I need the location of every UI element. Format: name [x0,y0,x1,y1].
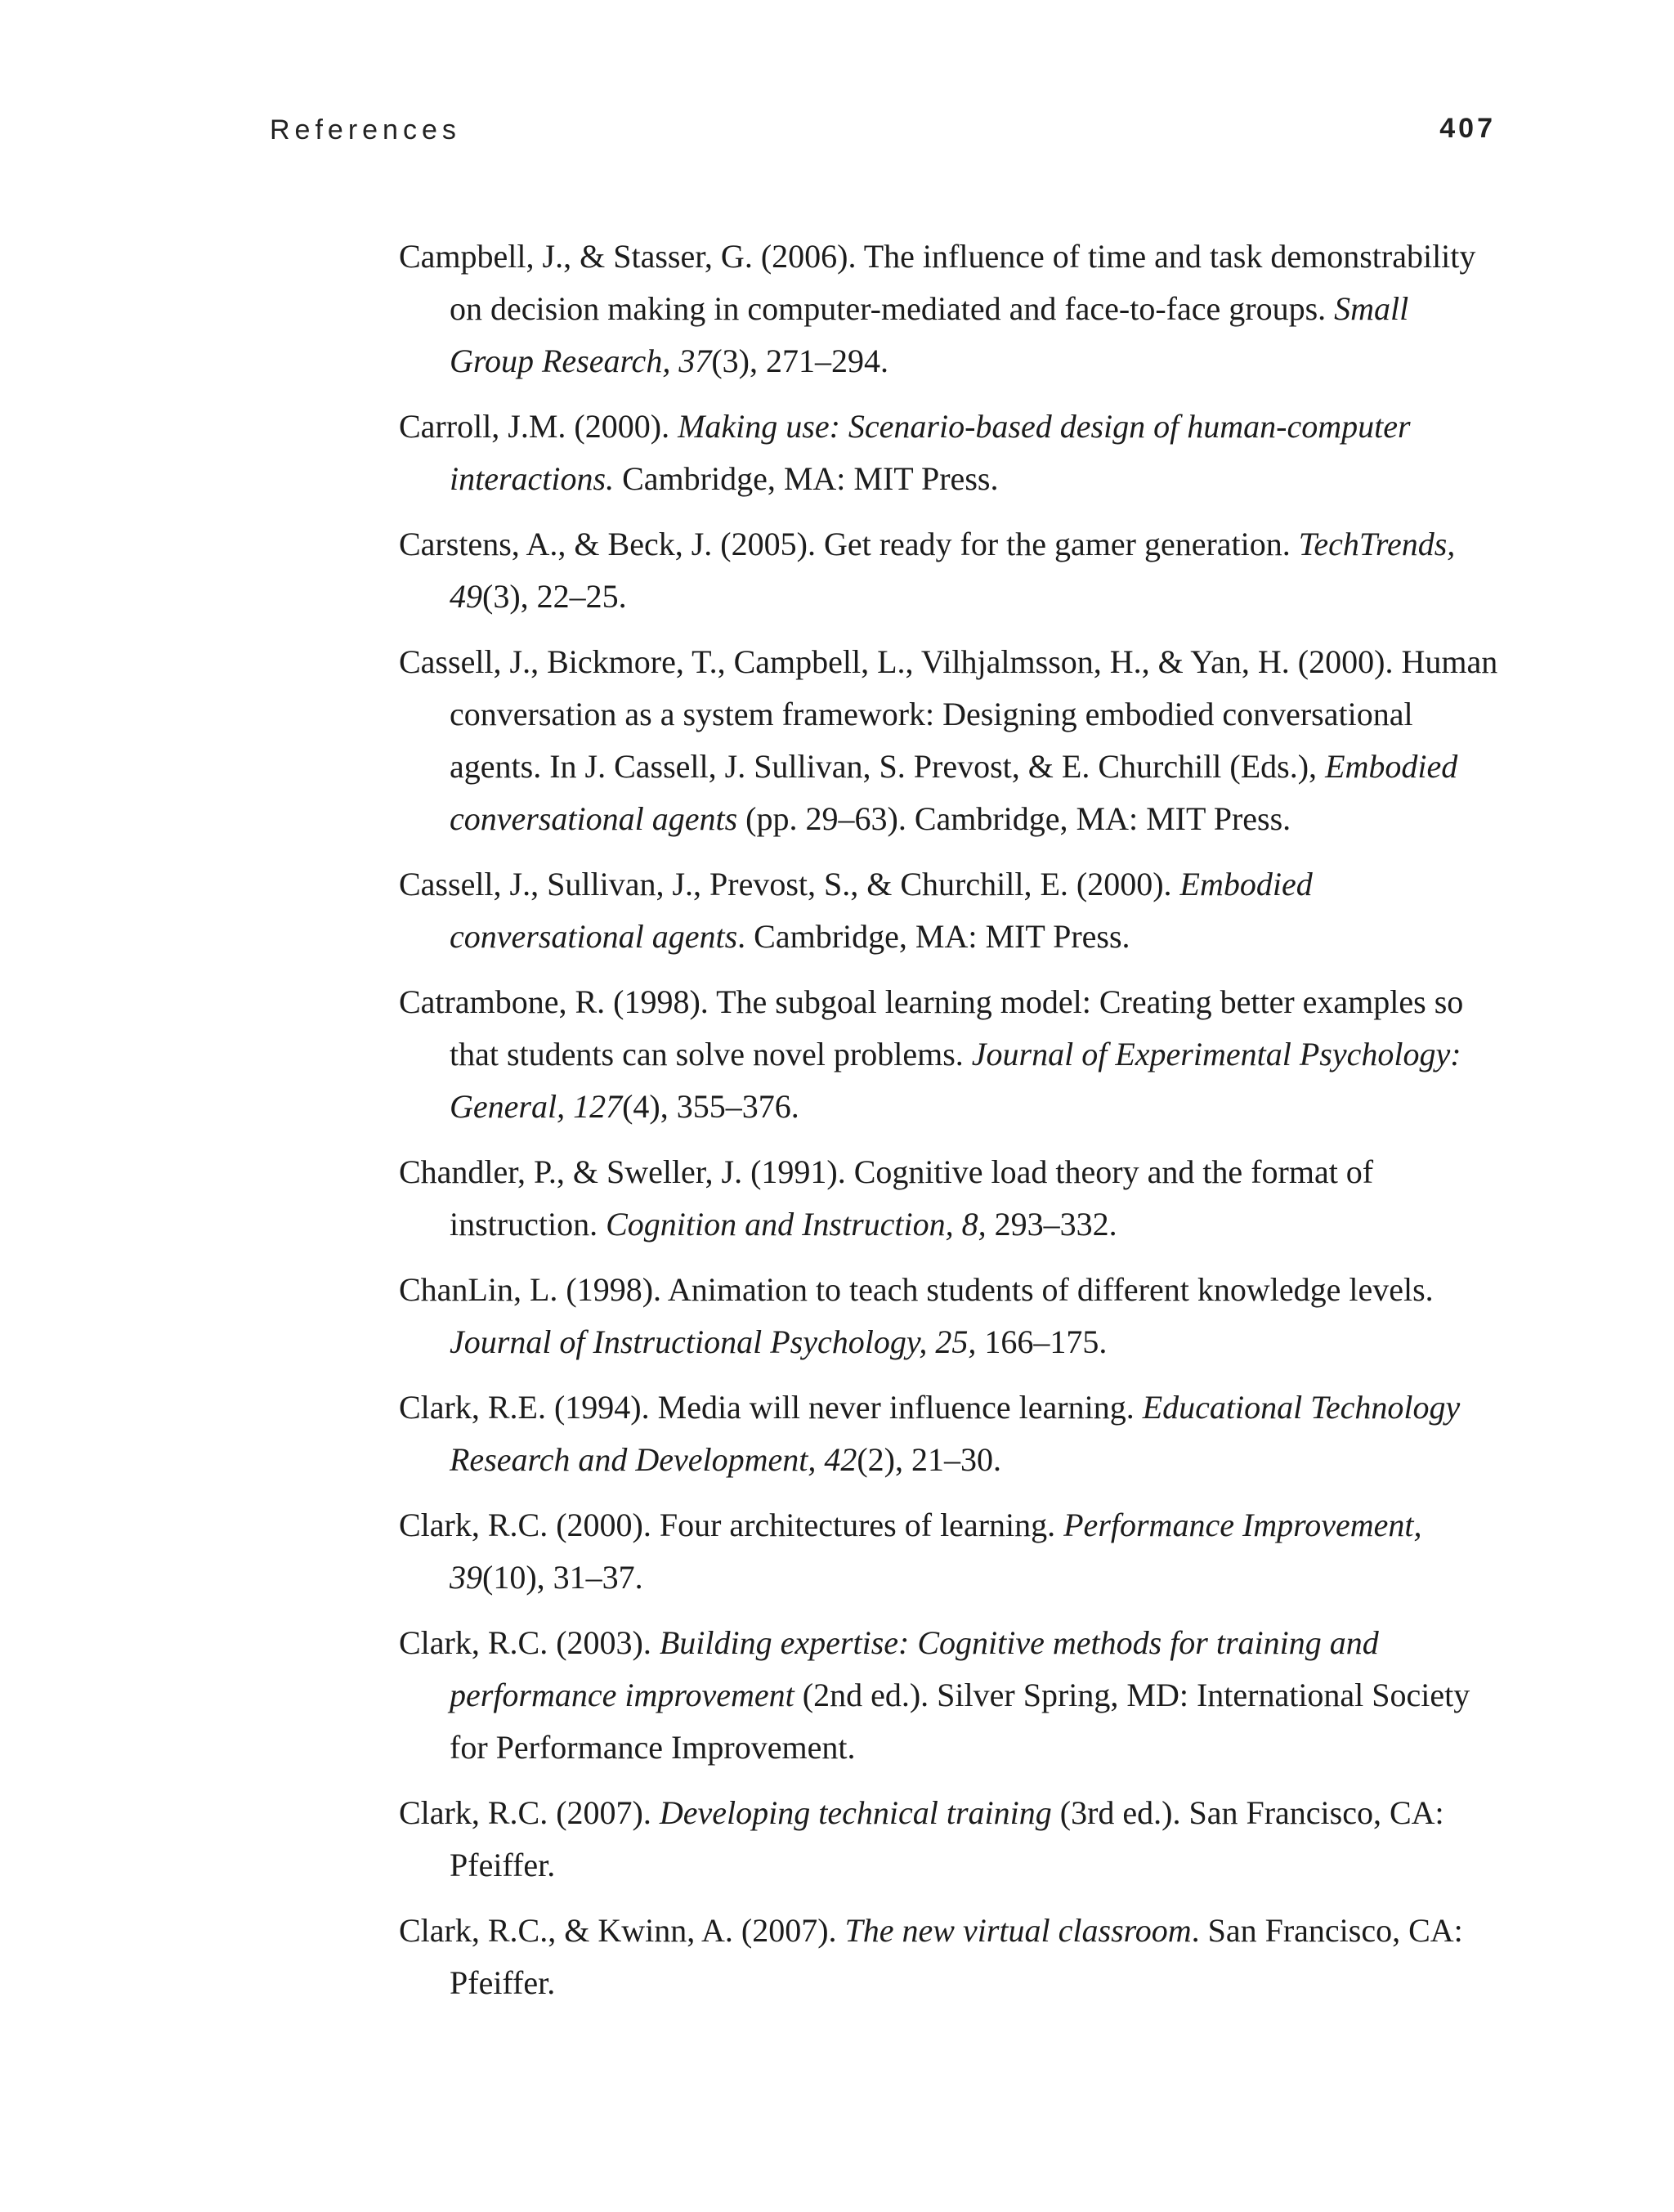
reference-source-italic: Embodied conversational agents [450,866,1313,955]
reference-source-italic: Making use: Scenario-based design of human-computer interactions. [450,408,1411,497]
reference-entry [399,231,1498,387]
reference-text: 293–332. [986,1206,1117,1243]
reference-source-italic: Journal of Experimental Psychology: General, 127 [450,1036,1461,1125]
reference-entry [399,1264,1498,1368]
reference-source-italic: TechTrends, 49 [450,526,1456,615]
reference-entry [399,1787,1498,1892]
reference-entry [399,518,1498,623]
reference-entry [399,401,1498,505]
reference-text: (2nd ed.). Silver Spring, MD: International Society for Performance Improvement. [450,1677,1470,1766]
reference-text: ChanLin, L. (1998). Animation to teach students of different knowledge levels. [399,1271,1434,1308]
reference-text: Cassell, J., Sullivan, J., Prevost, S., & Churchill, E. (2000). [399,866,1180,902]
reference-text: Carstens, A., & Beck, J. (2005). Get ready for the gamer generation. [399,526,1299,562]
reference-text: . San Francisco, CA: Pfeiffer. [450,1912,1463,2001]
reference-text: (3rd ed.). San Francisco, CA: Pfeiffer. [450,1794,1444,1883]
reference-source-italic: Developing technical training [659,1794,1052,1831]
reference-source-italic: Cognition and Instruction, 8, [606,1206,987,1243]
reference-text: Carroll, J.M. (2000). [399,408,678,445]
reference-text: Clark, R.C., & Kwinn, A. (2007). [399,1912,845,1949]
reference-text: (4), 355–376. [622,1088,799,1125]
reference-text: Campbell, J., & Stasser, G. (2006). The influence of time and task demonstrability on decision making in computer-mediated and face-to-face groups. [399,238,1476,327]
running-head: References [270,114,461,146]
reference-text: Chandler, P., & Sweller, J. (1991). Cognitive load theory and the format of instruction. [399,1153,1374,1243]
reference-source-italic: Small Group Research, 37 [450,290,1409,379]
reference-text: Clark, R.C. (2000). Four architectures of learning. [399,1507,1064,1543]
reference-text: Catrambone, R. (1998). The subgoal learning model: Creating better examples so that students can solve novel problems. [399,983,1464,1072]
reference-text: (3), 22–25. [482,578,627,615]
reference-source-italic: Building expertise: Cognitive methods for training and performance improvement [450,1624,1379,1713]
reference-source-italic: Educational Technology Research and Development, 42 [450,1389,1461,1478]
reference-entry [399,976,1498,1133]
reference-entry [399,1381,1498,1486]
reference-entry [399,1617,1498,1774]
reference-text: Cambridge, MA: MIT Press. [614,460,999,497]
reference-entry [399,1905,1498,2009]
reference-text: Clark, R.E. (1994). Media will never influence learning. [399,1389,1143,1426]
reference-text: Clark, R.C. (2007). [399,1794,660,1831]
reference-source-italic: Embodied conversational agents [450,748,1458,837]
reference-text: . Cambridge, MA: MIT Press. [737,918,1130,955]
reference-source-italic: The new virtual classroom [844,1912,1192,1949]
reference-entry [399,858,1498,963]
reference-text: (2), 21–30. [857,1441,1001,1478]
reference-text: Cassell, J., Bickmore, T., Campbell, L., Vilhjalmsson, H., & Yan, H. (2000). Human conversation as a system framework: Designing embodied conversational agents. In J. Cassell, J. Sullivan, S. Prevost, & E. Churchill (Eds.), [399,643,1498,785]
reference-list [399,231,1498,2022]
reference-text: (3), 271–294. [711,343,888,379]
reference-source-italic: Journal of Instructional Psychology, 25, [450,1323,977,1360]
reference-text: (10), 31–37. [482,1559,643,1596]
reference-entry [399,1146,1498,1251]
reference-entry [399,636,1498,845]
reference-text: Clark, R.C. (2003). [399,1624,660,1661]
reference-text: 166–175. [976,1323,1108,1360]
reference-entry [399,1499,1498,1604]
page-number: 407 [1439,113,1496,144]
reference-source-italic: Performance Improvement, 39 [450,1507,1422,1596]
reference-text: (pp. 29–63). Cambridge, MA: MIT Press. [737,800,1291,837]
